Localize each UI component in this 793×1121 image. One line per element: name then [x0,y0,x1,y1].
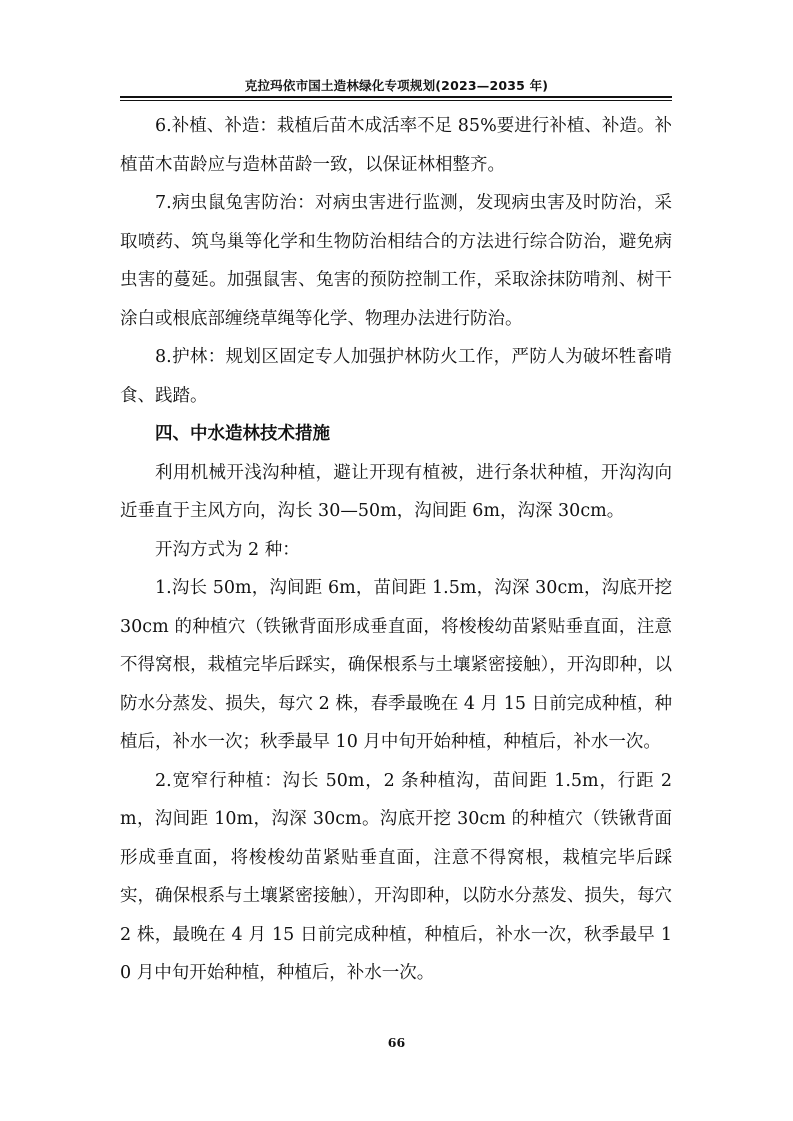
paragraph-methods-lead: 开沟方式为 2 种： [155,539,300,560]
paragraph-intro: 利用机械开浅沟种植，避让开现有植被，进行条状种植，开沟沟向近垂直于主风方向，沟长 30—50m，沟间距 6m，沟深 30cm。 [120,462,672,521]
running-header: 克拉玛依市国土造林绿化专项规划(2023—2035 年) [244,78,549,93]
section-heading: 四、中水造林技术措施 [155,424,330,444]
paragraph-forest-protection: 8.护林：规划区固定专人加强护林防火工作，严防人为破坏牲畜啃食、践踏。 [120,347,672,406]
header-rule-thin [120,100,672,101]
paragraph-replanting: 6.补植、补造：栽植后苗木成活率不足 85%要进行补植、补造。补植苗木苗龄应与造林苗龄一致，以保证林相整齐。 [120,116,672,175]
paragraph-method-1: 1.沟长 50m，沟间距 6m，苗间距 1.5m，沟深 30cm，沟底开挖 30cm 的种植穴（铁锹背面形成垂直面，将梭梭幼苗紧贴垂直面，注意不得窝根，栽植完毕后踩实，确保根系与土壤紧密接触），开沟即种，以防水分蒸发、损失，每穴 2 株，春季最晚在 4 月 15 日前完成种植，种植后，补水一次；秋季最早 10 月中旬开始种植，种植后，补水一次。 [120,578,672,752]
header-rule [120,96,672,98]
paragraph-pest-control: 7.病虫鼠兔害防治：对病虫害进行监测，发现病虫害及时防治，采取喷药、筑鸟巢等化学和生物防治相结合的方法进行综合防治，避免病虫害的蔓延。加强鼠害、兔害的预防控制工作，采取涂抹防啃剂、树干涂白或根底部缠绕草绳等化学、物理办法进行防治。 [120,193,672,329]
paragraph-method-2: 2.宽窄行种植：沟长 50m，2 条种植沟，苗间距 1.5m，行距 2m，沟间距 10m，沟深 30cm。沟底开挖 30cm 的种植穴（铁锹背面形成垂直面，将梭梭幼苗紧贴垂直面，注意不得窝根，栽植完毕后踩实，确保根系与土壤紧密接触），开沟即种，以防水分蒸发、损失，每穴 2 株，最晚在 4 月 15 日前完成种植，种植后，补水一次，秋季最早 10 月中旬开始种植，种植后，补水一次。 [120,770,672,983]
page-body [120,107,672,993]
page-number: 66 [387,1035,406,1050]
